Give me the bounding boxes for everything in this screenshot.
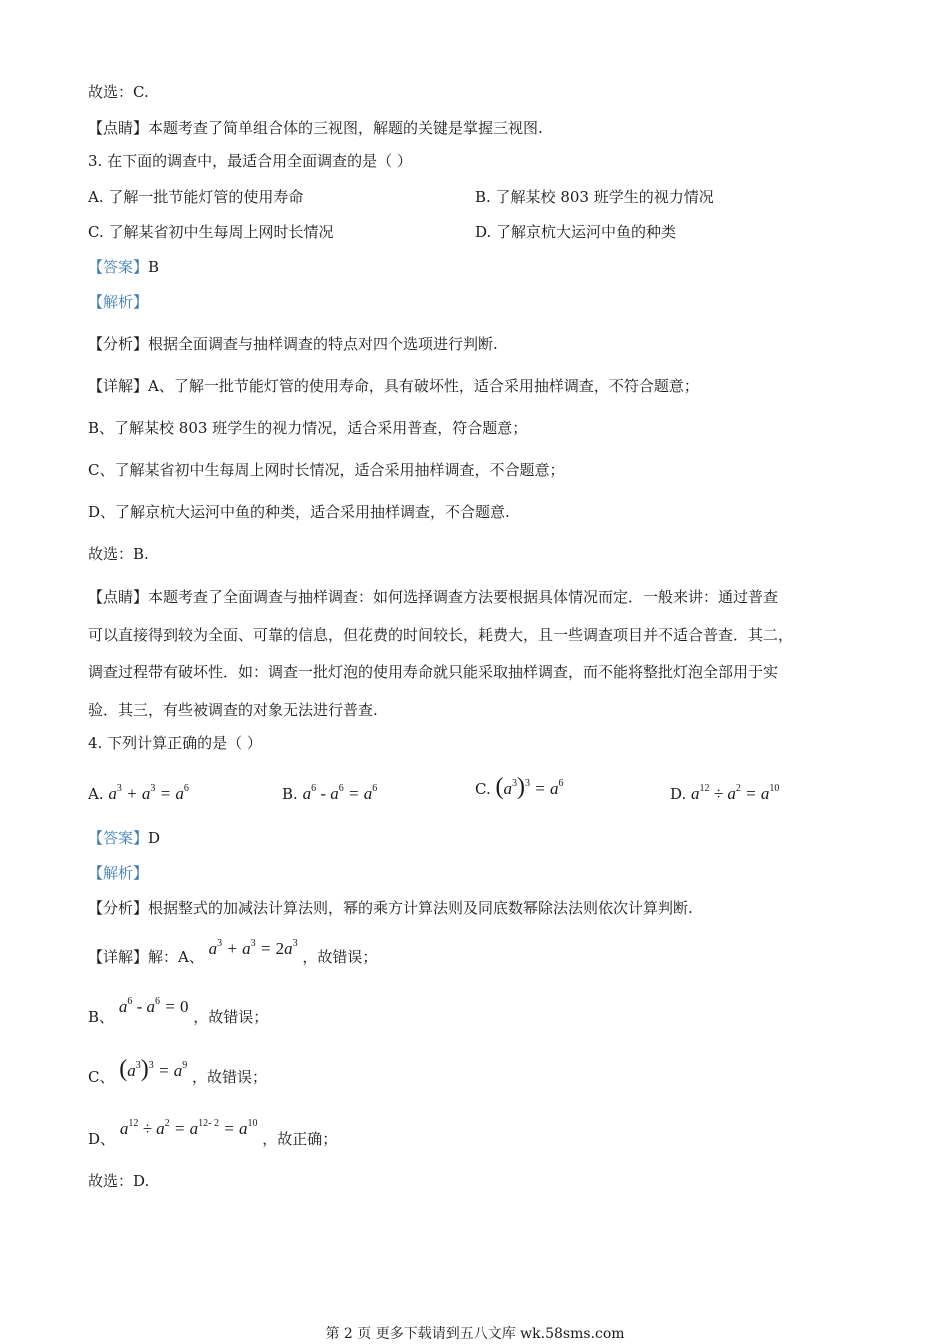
answer-value: B — [148, 258, 160, 276]
q3-detail-2: B、了解某校 803 班学生的视力情况，适合采用普查，符合题意； — [88, 419, 528, 437]
q3-choose: 故选：B. — [88, 545, 149, 563]
q4-detail-a: 【详解】解：A、 $a^3 + a^3 = 2a^3$ ，故错误； — [88, 938, 378, 966]
q4-option-a: A. $a^3 + a^3 = a^6$ — [88, 783, 189, 803]
q3-comment-3: 调查过程带有破坏性．如：调查一批灯泡的使用寿命就只能采取抽样调查，而不能将整批灯泡全部用于实 — [88, 663, 779, 681]
q4-detail-b: B、 $a^6 - a^6 = 0$ ，故错误； — [88, 996, 269, 1026]
answer-value: D — [148, 829, 161, 847]
q3-stem: 3. 在下面的调查中，最适合用全面调查的是（ ） — [88, 152, 412, 170]
prev-comment: 【点睛】本题考查了简单组合体的三视图，解题的关键是掌握三视图. — [88, 119, 543, 137]
q4-option-c: C. $(a^3)^3 = a^6$ — [475, 774, 564, 800]
q4-choose: 故选：D. — [88, 1172, 150, 1190]
q3-comment-4: 验．其三，有些被调查的对象无法进行普查. — [88, 701, 378, 719]
q4-stem: 4. 下列计算正确的是（ ） — [88, 734, 262, 752]
formula: $a^6 - a^6 = 0$ — [118, 996, 189, 1016]
q3-option-c: C. 了解某省初中生每周上网时长情况 — [88, 223, 334, 241]
q4-option-d: D. $a^{12} \div a^2 = a^{10}$ — [670, 783, 780, 803]
answer-tag: 【答案】 — [88, 258, 149, 276]
formula: $a^{12} \div a^2 = a^{12- 2} = a^{10}$ — [119, 1118, 258, 1138]
q3-option-b: B. 了解某校 803 班学生的视力情况 — [475, 188, 714, 206]
formula: $a^3 + a^3 = 2a^3$ — [208, 938, 298, 958]
q4-option-b: B. $a^6 - a^6 = a^6$ — [282, 783, 378, 803]
formula: $(a^3)^3 = a^9$ — [119, 1056, 188, 1082]
answer-tag: 【答案】 — [88, 829, 149, 847]
q3-answer — [88, 257, 159, 277]
formula: $(a^3)^3 = a^6$ — [495, 774, 564, 800]
q4-analysis: 【分析】根据整式的加减法计算法则，幂的乘方计算法则及同底数幂除法法则依次计算判断. — [88, 899, 693, 917]
q4-detail-d: D、 $a^{12} \div a^2 = a^{12- 2} = a^{10}$ ，故正确； — [88, 1118, 338, 1148]
q3-detail-1: 【详解】A、了解一批节能灯管的使用寿命，具有破坏性，适合采用抽样调查，不符合题意； — [88, 377, 699, 395]
formula: $a^6 - a^6 = a^6$ — [302, 783, 378, 803]
q3-detail-4: D、了解京杭大运河中鱼的种类，适合采用抽样调查，不合题意. — [88, 503, 510, 521]
q3-analysis-tag: 【解析】 — [88, 293, 149, 311]
q4-analysis-tag: 【解析】 — [88, 864, 149, 882]
q3-option-d: D. 了解京杭大运河中鱼的种类 — [475, 223, 677, 241]
q4-detail-c: C、 $(a^3)^3 = a^9$ ，故错误； — [88, 1056, 268, 1086]
q4-answer — [88, 828, 160, 848]
q3-comment-2: 可以直接得到较为全面、可靠的信息，但花费的时间较长，耗费大，且一些调查项目并不适合普查．其二， — [88, 626, 794, 644]
page-footer: 第 2 页 更多下载请到五八文库 wk.58sms.com — [325, 1326, 625, 1342]
prev-choose: 故选：C. — [88, 83, 149, 101]
q3-comment-1: 【点睛】本题考查了全面调查与抽样调查：如何选择调查方法要根据具体情况而定．一般来讲：通过普查 — [88, 588, 779, 606]
q3-detail-3: C、了解某省初中生每周上网时长情况，适合采用抽样调查，不合题意； — [88, 461, 565, 479]
formula: $a^{12} \div a^2 = a^{10}$ — [691, 783, 780, 803]
q3-analysis: 【分析】根据全面调查与抽样调查的特点对四个选项进行判断. — [88, 335, 498, 353]
formula: $a^3 + a^3 = a^6$ — [108, 783, 189, 803]
q3-option-a: A. 了解一批节能灯管的使用寿命 — [88, 188, 304, 206]
